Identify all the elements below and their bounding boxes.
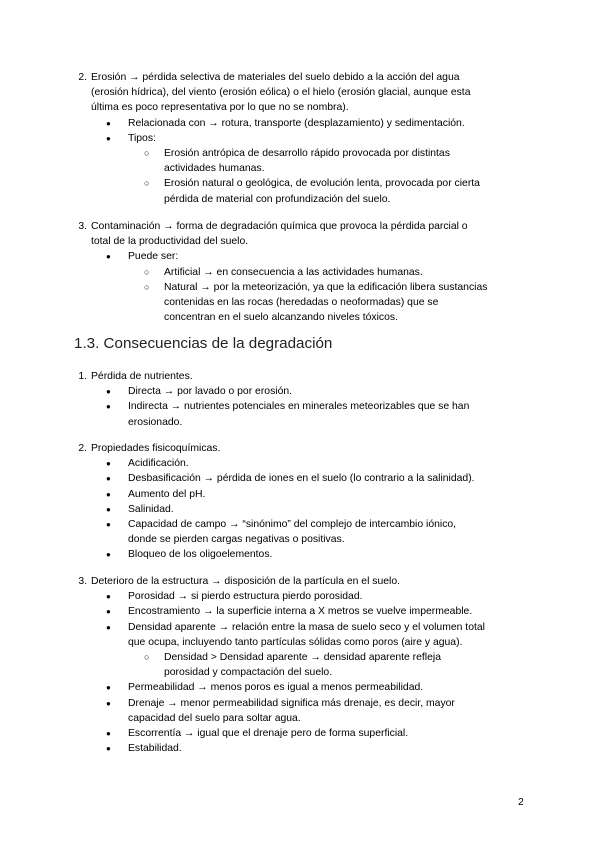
list-number: 1. bbox=[78, 371, 87, 382]
item-text-line: Deterioro de la estructura → disposición de la partícula en el suelo. bbox=[91, 576, 400, 587]
bullet-item: ● Encostramiento → la superficie interna a X metros se vuelve impermeable. bbox=[128, 604, 521, 619]
bullet-line: capacidad del suelo para soltar agua. bbox=[128, 712, 301, 724]
list-number: 3. bbox=[78, 576, 87, 587]
sub-bullet-line: ○ Erosión antrópica de desarrollo rápido provocada por distintas bbox=[164, 148, 450, 160]
sub-bullet-line: actividades humanas. bbox=[164, 163, 265, 175]
sub-bullet-line: pérdida de material con profundización del suelo. bbox=[164, 193, 391, 205]
list-number: 2. bbox=[78, 72, 87, 83]
bullet-item: ● Directa → por lavado o por erosión. bbox=[128, 384, 521, 399]
bullet-item bbox=[128, 399, 521, 429]
bullet-item bbox=[128, 517, 521, 547]
item-text-line: Contaminación → forma de degradación química que provoca la pérdida parcial o bbox=[91, 221, 468, 232]
bullet-item: ● Relacionada con → rotura, transporte (desplazamiento) y sedimentación. bbox=[128, 116, 521, 131]
list-number: 2. bbox=[78, 443, 87, 454]
bullet-line: ● Densidad aparente → relación entre la masa de suelo seco y el volumen total bbox=[128, 621, 485, 633]
bullet-line: ● Capacidad de campo → “sinónimo” del complejo de intercambio iónico, bbox=[128, 519, 457, 531]
list-number: 3. bbox=[78, 221, 87, 232]
item-text-line: Propiedades fisicoquímicas. bbox=[91, 443, 221, 454]
bullet-item bbox=[128, 696, 521, 726]
sub-bullet-line: ○ Natural → por la meteorización, ya que la edificación libera sustancias bbox=[164, 281, 488, 293]
list-item-nutrientes bbox=[78, 369, 521, 430]
sub-bullet-line: porosidad y compactación del suelo. bbox=[164, 667, 333, 679]
list-item-erosion bbox=[78, 70, 521, 207]
bullet-line: ● Indirecta → nutrientes potenciales en minerales meteorizables que se han bbox=[128, 401, 470, 413]
bullet-item: ● Puede ser: bbox=[128, 249, 521, 264]
sub-bullet-line: ○ Densidad > Densidad aparente → densidad aparente refleja bbox=[164, 652, 441, 664]
bullet-item: ● Acidificación. bbox=[128, 456, 521, 471]
item-text-line: Erosión → pérdida selectiva de materiales del suelo debido a la acción del agua bbox=[91, 72, 460, 83]
list-item-propiedades bbox=[78, 441, 521, 563]
bullet-item: ● Porosidad → si pierdo estructura pierdo porosidad. bbox=[128, 589, 521, 604]
item-text-line: (erosión hídrica), del viento (erosión eólica) o el hielo (erosión glacial, aunque esta bbox=[91, 87, 471, 99]
item-text-line: última es poco representativa por lo que no se nombra). bbox=[91, 102, 349, 114]
bullet-item: ● Permeabilidad → menos poros es igual a menos permeabilidad. bbox=[128, 680, 521, 695]
sub-bullet-item bbox=[164, 280, 521, 326]
list-item-contaminacion bbox=[78, 219, 521, 325]
item-text-line: Pérdida de nutrientes. bbox=[91, 371, 193, 382]
bullet-line: ● Drenaje → menor permeabilidad significa más drenaje, es decir, mayor bbox=[128, 697, 455, 709]
bullet-line: donde se pierden cargas negativas o positivas. bbox=[128, 534, 345, 546]
list-item-estructura bbox=[78, 574, 521, 756]
bullet-line: que ocupa, incluyendo tanto partículas sólidas como poros (aire y agua). bbox=[128, 636, 463, 648]
sub-bullet-item bbox=[164, 650, 521, 680]
sub-bullet-line: concentran en el suelo alcanzando niveles tóxicos. bbox=[164, 312, 398, 324]
sub-bullet-line: ○ Erosión natural o geológica, de evolución lenta, provocada por cierta bbox=[164, 178, 480, 190]
sub-bullet-line: contenidas en las rocas (heredadas o neoformadas) que se bbox=[164, 297, 439, 309]
sub-bullet-item bbox=[164, 176, 521, 206]
section-heading: 1.3. Consecuencias de la degradación bbox=[74, 335, 333, 352]
bullet-item: ● Escorrentía → igual que el drenaje pero de forma superficial. bbox=[128, 726, 521, 741]
bullet-item: ● Desbasificación → pérdida de iones en el suelo (lo contrario a la salinidad). bbox=[128, 471, 521, 486]
bullet-item bbox=[128, 620, 521, 650]
sub-bullet-item bbox=[164, 146, 521, 176]
bullet-item: ● Tipos: bbox=[128, 131, 521, 146]
bullet-line: erosionado. bbox=[128, 416, 183, 428]
bullet-item: ● Estabilidad. bbox=[128, 741, 521, 756]
bullet-item: ● Aumento del pH. bbox=[128, 487, 521, 502]
bullet-item: ● Salinidad. bbox=[128, 502, 521, 517]
item-text-line: total de la productividad del suelo. bbox=[91, 236, 249, 248]
sub-bullet-item bbox=[164, 265, 521, 280]
page-number: 2 bbox=[518, 797, 524, 808]
sub-bullet-line: ○ Artificial → en consecuencia a las actividades humanas. bbox=[164, 266, 423, 278]
bullet-item: ● Bloqueo de los oligoelementos. bbox=[128, 547, 521, 562]
